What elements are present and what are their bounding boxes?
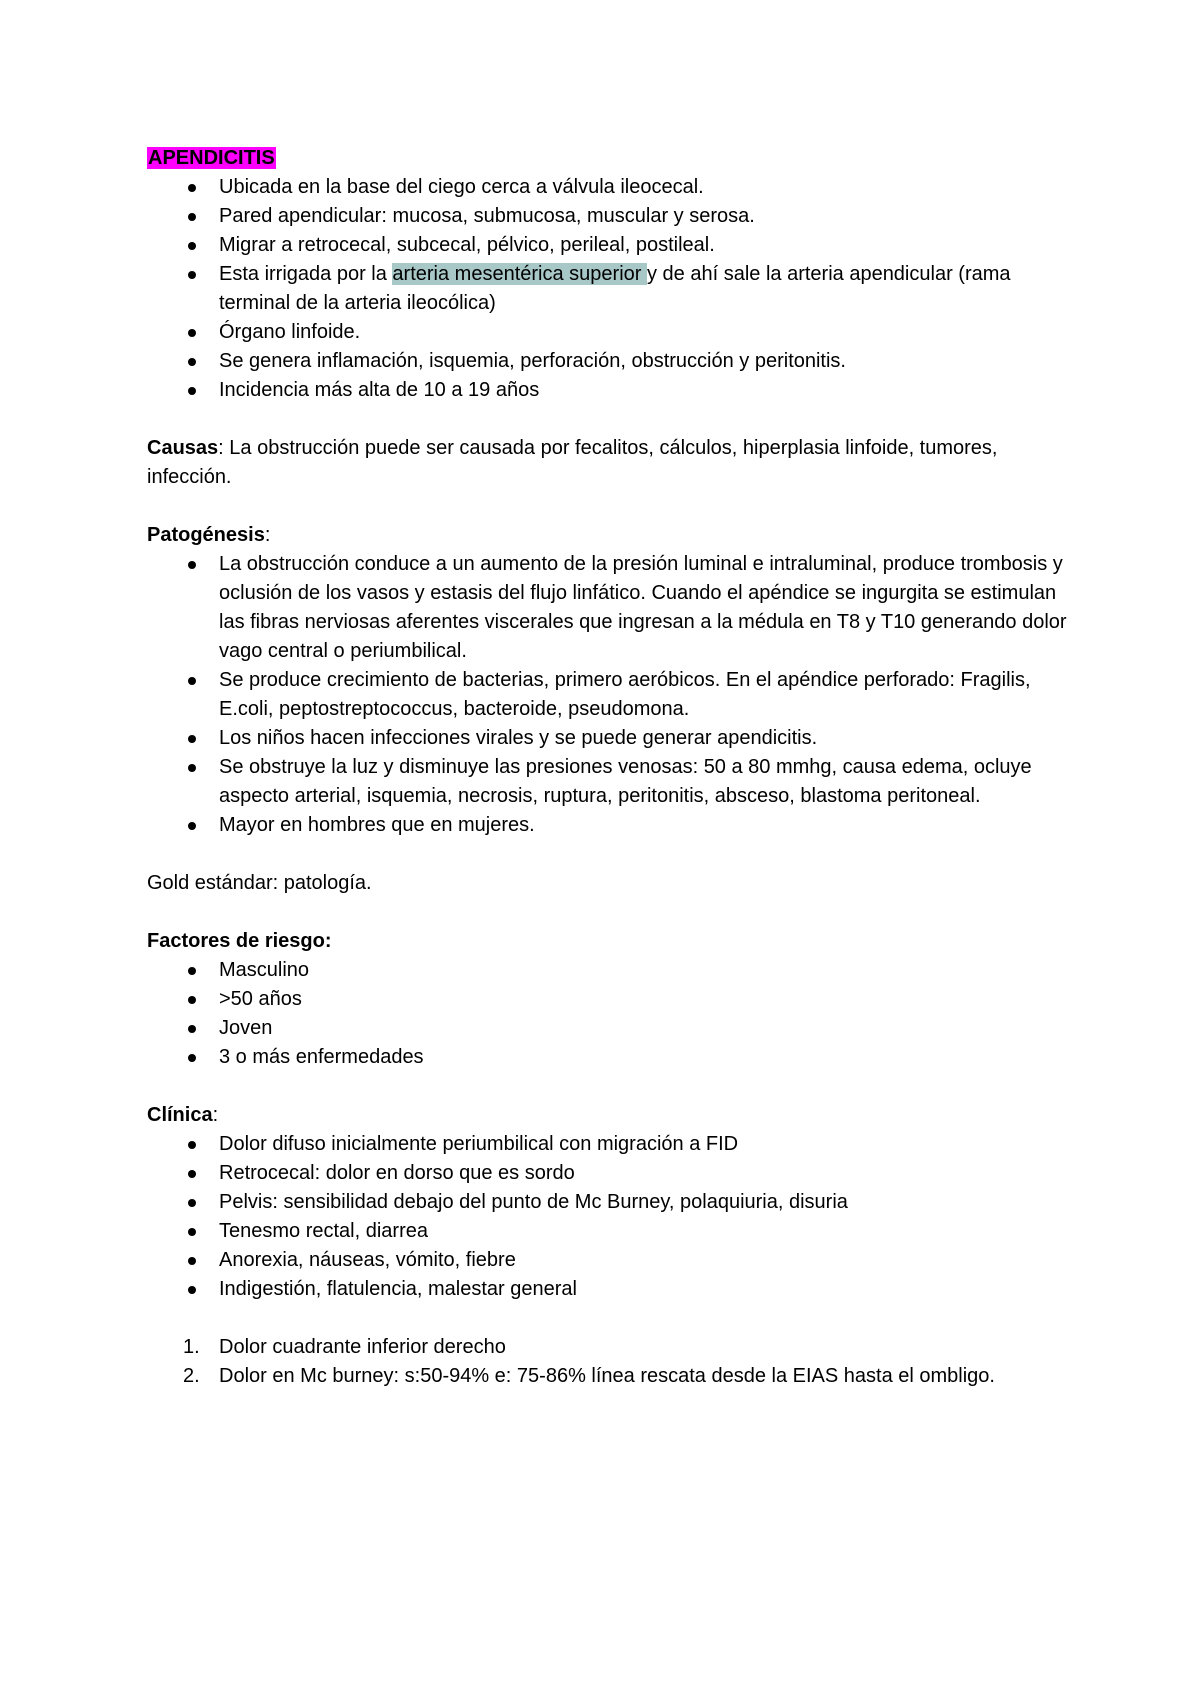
list-item: Se obstruye la luz y disminuye las presiones venosas: 50 a 80 mmhg, causa edema, ocluye aspecto arterial, isquemia, necrosis, ruptura, peritonitis, absceso, blastoma peritoneal.: [147, 753, 1067, 811]
list-item: Órgano linfoide.: [147, 318, 1067, 347]
document-content: [147, 144, 1067, 1391]
list-item: La obstrucción conduce a un aumento de la presión luminal e intraluminal, produce trombosis y oclusión de los vasos y estasis del flujo linfático. Cuando el apéndice se ingurgita se estimulan las fibras nerviosas aferentes viscerales que ingresan a la médula en T8 y T10 generando dolor vago central o periumbilical.: [147, 550, 1067, 666]
patogenesis-list: [147, 550, 1067, 840]
causas-paragraph: [147, 434, 1067, 492]
section-heading-patogenesis: Patogénesis: [147, 524, 265, 546]
list-item: Ubicada en la base del ciego cerca a válvula ileocecal.: [147, 173, 1067, 202]
document-title: APENDICITIS: [148, 147, 275, 169]
numbered-list-item: [147, 1362, 1067, 1391]
factores-list: [147, 956, 1067, 1072]
list-item: Pelvis: sensibilidad debajo del punto de Mc Burney, polaquiuria, disuria: [147, 1188, 1067, 1217]
clinica-heading: Clínica:: [147, 1104, 219, 1126]
gold-standard-paragraph: Gold estándar: patología.: [147, 872, 372, 894]
clinica-numbered-list: [147, 1333, 1067, 1391]
section-heading-causas: Causas: [147, 437, 219, 459]
list-item: Se genera inflamación, isquemia, perforación, obstrucción y peritonitis.: [147, 347, 1067, 376]
list-item: >50 años: [147, 985, 1067, 1014]
list-item: 3 o más enfermedades: [147, 1043, 1067, 1072]
list-item-text: Esta irrigada por la: [219, 263, 393, 285]
clinica-list: [147, 1130, 1067, 1304]
list-item: Incidencia más alta de 10 a 19 años: [147, 376, 1067, 405]
list-item-text: Dolor cuadrante inferior derecho: [219, 1336, 506, 1358]
list-item: Anorexia, náuseas, vómito, fiebre: [147, 1246, 1067, 1275]
list-item: Se produce crecimiento de bacterias, primero aeróbicos. En el apéndice perforado: Fragilis, E.coli, peptostreptococcus, bacteroide, pseudomona.: [147, 666, 1067, 724]
list-item: Joven: [147, 1014, 1067, 1043]
list-item: Dolor difuso inicialmente periumbilical con migración a FID: [147, 1130, 1067, 1159]
list-item: Retrocecal: dolor en dorso que es sordo: [147, 1159, 1067, 1188]
list-item: Mayor en hombres que en mujeres.: [147, 811, 1067, 840]
section-heading-clinica: Clínica: [147, 1104, 213, 1126]
list-item-text: Dolor en Mc burney: s:50-94% e: 75-86% línea rescata desde la EIAS hasta el ombligo.: [219, 1365, 995, 1387]
highlighted-text: arteria mesentérica superior: [392, 263, 647, 285]
list-item: Migrar a retrocecal, subcecal, pélvico, perileal, postileal.: [147, 231, 1067, 260]
list-item: Indigestión, flatulencia, malestar general: [147, 1275, 1067, 1304]
section-heading-factores: Factores de riesgo:: [147, 930, 332, 952]
intro-list: [147, 173, 1067, 405]
list-item: [147, 260, 1067, 318]
causas-text: : La obstrucción puede ser causada por fecalitos, cálculos, hiperplasia linfoide, tumores, infección.: [147, 437, 998, 488]
list-item-text: y de ahí sale la arteria apendicular (rama terminal de la arteria ileocólica): [219, 263, 1011, 314]
list-number: 1.: [183, 1336, 200, 1358]
list-item: Los niños hacen infecciones virales y se puede generar apendicitis.: [147, 724, 1067, 753]
list-item: Tenesmo rectal, diarrea: [147, 1217, 1067, 1246]
list-item: Masculino: [147, 956, 1067, 985]
numbered-list-item: [147, 1333, 1067, 1362]
list-number: 2.: [183, 1365, 200, 1387]
patogenesis-heading: Patogénesis:: [147, 524, 271, 546]
list-item: Pared apendicular: mucosa, submucosa, muscular y serosa.: [147, 202, 1067, 231]
